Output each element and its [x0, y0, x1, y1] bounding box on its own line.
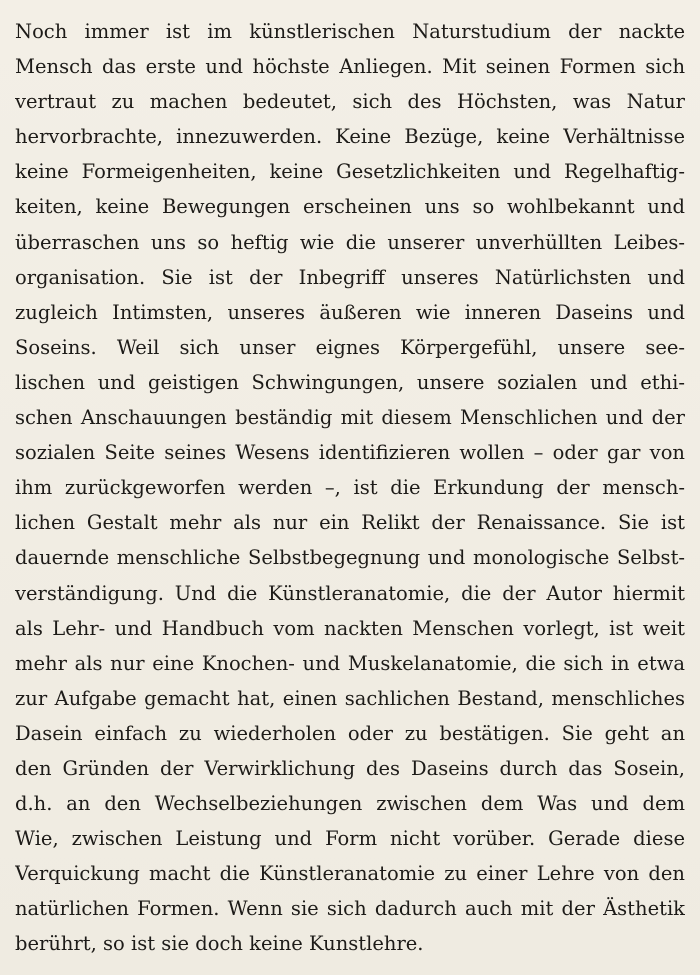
text-line: dauernde menschliche Selbstbegegnung und monologische Selbst- — [15, 546, 685, 570]
text-line: überraschen uns so heftig wie die unserer unverhüllten Leibes- — [15, 230, 685, 254]
text-line: Dasein einfach zu wiederholen oder zu bestätigen. Sie geht an — [15, 721, 685, 745]
text-line: d.h. an den Wechselbeziehungen zwischen dem Was und dem — [15, 792, 685, 816]
text-line: zugleich Intimsten, unseres äußeren wie inneren Daseins und — [15, 300, 685, 324]
text-line: Mensch das erste und höchste Anliegen. Mit seinen Formen sich — [15, 55, 685, 79]
text-line: sozialen Seite seines Wesens identifizieren wollen – oder gar von — [15, 441, 685, 465]
text-line: lichen Gestalt mehr als nur ein Relikt der Renaissance. Sie ist — [15, 511, 685, 535]
text-line: keine Formeigenheiten, keine Gesetzlichkeiten und Regelhaftig- — [15, 160, 685, 184]
text-line: lischen und geistigen Schwingungen, unsere sozialen und ethi- — [15, 370, 685, 394]
text-line: Noch immer ist im künstlerischen Naturstudium der nackte — [15, 20, 685, 43]
text-line: den Gründen der Verwirklichung des Daseins durch das Sosein, — [15, 756, 685, 780]
text-line: Soseins. Weil sich unser eignes Körpergefühl, unsere see- — [15, 335, 685, 359]
body-paragraph — [15, 14, 685, 962]
text-line: zur Aufgabe gemacht hat, einen sachlichen Bestand, menschliches — [15, 686, 685, 710]
text-line: vertraut zu machen bedeutet, sich des Höchsten, was Natur — [15, 90, 685, 114]
text-line-last: berührt, so ist sie doch keine Kunstlehre. — [15, 932, 424, 956]
text-line: Verquickung macht die Künstleranatomie zu einer Lehre von den — [15, 862, 685, 886]
text-line: verständigung. Und die Künstleranatomie, die der Autor hiermit — [15, 581, 685, 605]
text-line: als Lehr- und Handbuch vom nackten Menschen vorlegt, ist weit — [15, 616, 685, 640]
text-line: Wie, zwischen Leistung und Form nicht vorüber. Gerade diese — [15, 827, 685, 851]
text-line: organisation. Sie ist der Inbegriff unseres Natürlichsten und — [15, 265, 685, 289]
text-line: natürlichen Formen. Wenn sie sich dadurch auch mit der Ästhetik — [15, 897, 685, 921]
text-line: ihm zurückgeworfen werden –, ist die Erkundung der mensch- — [15, 476, 685, 500]
text-line: keiten, keine Bewegungen erscheinen uns so wohlbekannt und — [15, 195, 685, 219]
text-line: hervorbrachte, innezuwerden. Keine Bezüge, keine Verhältnisse — [15, 125, 685, 149]
text-line: mehr als nur eine Knochen- und Muskelanatomie, die sich in etwa — [15, 651, 685, 675]
text-line: schen Anschauungen beständig mit diesem Menschlichen und der — [15, 406, 685, 430]
